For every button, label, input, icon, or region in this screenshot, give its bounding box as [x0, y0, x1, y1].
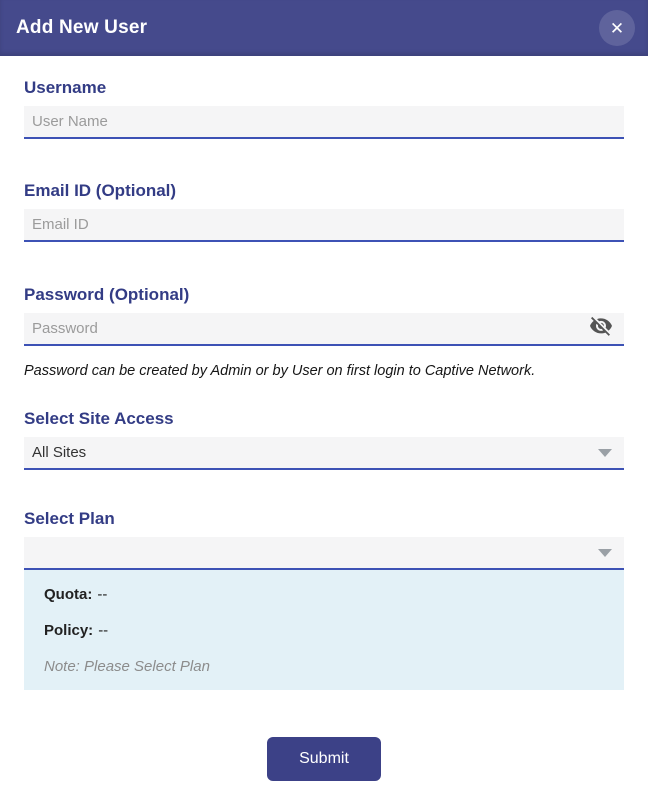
- username-label: Username: [24, 78, 107, 97]
- eye-off-icon: [587, 314, 615, 341]
- modal-title: Add New User: [16, 17, 148, 38]
- policy-value: --: [98, 622, 109, 639]
- site-access-field-group: [24, 409, 624, 470]
- password-field-group: [24, 285, 624, 379]
- password-input[interactable]: [24, 313, 624, 346]
- plan-label: Select Plan: [24, 509, 115, 528]
- email-label: Email ID (Optional): [24, 181, 177, 200]
- quota-row: [44, 586, 604, 603]
- modal-footer: [24, 737, 624, 781]
- quota-value: --: [97, 586, 108, 603]
- close-button[interactable]: [599, 10, 635, 46]
- quota-label: Quota:: [44, 586, 93, 603]
- modal-header: [0, 0, 648, 56]
- chevron-down-icon: [598, 549, 612, 557]
- username-field-group: [24, 78, 624, 139]
- password-helper-note: Password can be created by Admin or by User on first login to Captive Network.: [24, 363, 536, 379]
- plan-info-panel: [24, 570, 624, 690]
- modal-body: [0, 56, 648, 786]
- plan-select[interactable]: [24, 537, 624, 570]
- password-label: Password (Optional): [24, 285, 190, 304]
- username-input[interactable]: [24, 106, 624, 139]
- submit-button[interactable]: Submit: [267, 737, 381, 781]
- email-input[interactable]: [24, 209, 624, 242]
- site-access-label: Select Site Access: [24, 409, 174, 428]
- close-icon: ✕: [609, 18, 625, 38]
- chevron-down-icon: [598, 449, 612, 457]
- email-field-group: [24, 181, 624, 242]
- policy-label: Policy:: [44, 622, 94, 639]
- site-access-select[interactable]: [24, 437, 624, 470]
- site-access-selected-value: All Sites: [32, 444, 87, 461]
- plan-note: Note: Please Select Plan: [44, 658, 210, 675]
- toggle-password-visibility-button[interactable]: [586, 314, 616, 340]
- plan-field-group: [24, 509, 624, 690]
- policy-row: [44, 622, 604, 639]
- password-input-wrapper: [24, 313, 624, 346]
